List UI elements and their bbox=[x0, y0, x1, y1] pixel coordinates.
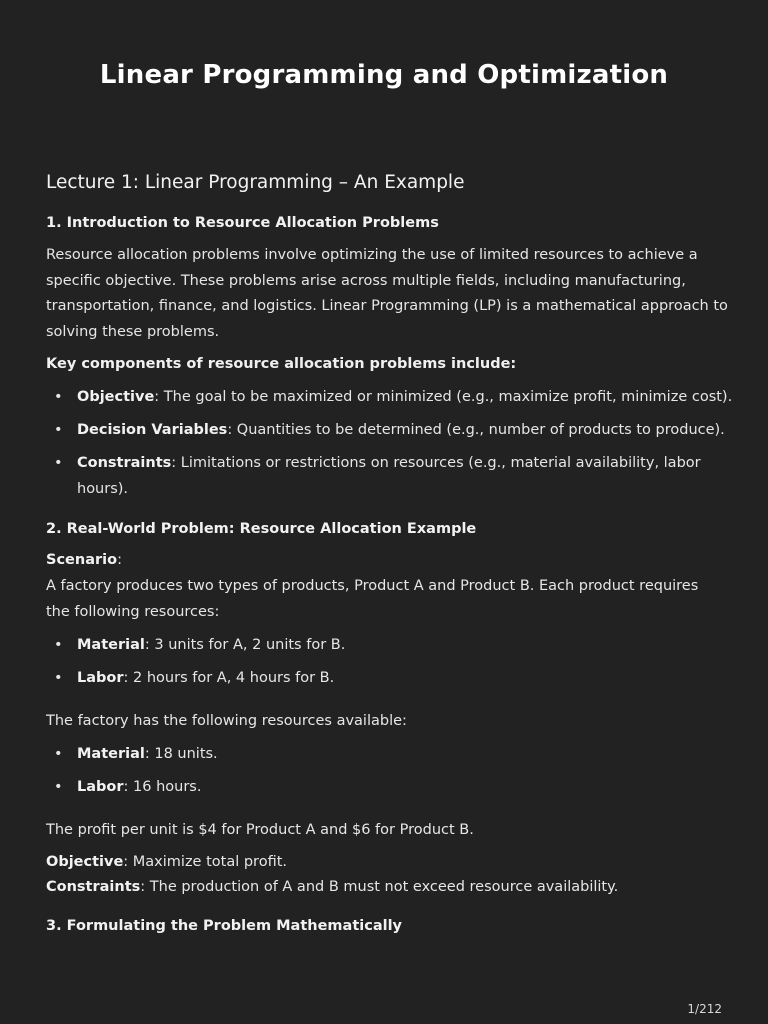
bullet-icon: • bbox=[54, 455, 63, 471]
profit-text: The profit per unit is $4 for Product A and $6 for Product B. bbox=[46, 822, 474, 838]
list-item-desc: : 3 units for A, 2 units for B. bbox=[144, 637, 346, 653]
section-3-heading: 3. Formulating the Problem Mathematically bbox=[46, 918, 403, 934]
scenario-label: Scenario bbox=[46, 552, 118, 568]
bullet-icon: • bbox=[54, 637, 63, 653]
list-item-labor-available bbox=[46, 775, 736, 801]
constraints-line bbox=[46, 879, 618, 895]
list-item-desc: : 2 hours for A, 4 hours for B. bbox=[123, 670, 335, 686]
list-item-material-available bbox=[46, 742, 736, 768]
list-item-term: Material bbox=[77, 637, 145, 653]
list-item-desc: : The goal to be maximized or minimized (e.g., maximize profit, minimize cost). bbox=[154, 389, 733, 405]
scenario-label-line bbox=[46, 552, 122, 568]
page-number: 1/212 bbox=[687, 1002, 722, 1016]
constraints-label: Constraints bbox=[46, 879, 141, 895]
list-item-labor-requirement bbox=[46, 666, 736, 692]
document-title: Linear Programming and Optimization bbox=[99, 60, 669, 90]
list-item-desc: : Limitations or restrictions on resources (e.g., material availability, labor hours). bbox=[77, 455, 701, 497]
objective-line bbox=[46, 854, 287, 870]
list-item-decision-variables bbox=[46, 418, 736, 444]
constraints-text: : The production of A and B must not exceed resource availability. bbox=[140, 879, 619, 895]
key-components-label: Key components of resource allocation problems include: bbox=[46, 356, 517, 372]
list-item-term: Decision Variables bbox=[77, 422, 228, 438]
list-item-term: Material bbox=[77, 746, 145, 762]
section-2-heading: 2. Real-World Problem: Resource Allocation Example bbox=[46, 521, 477, 537]
objective-label: Objective bbox=[46, 854, 124, 870]
lecture-title: Lecture 1: Linear Programming – An Example bbox=[46, 172, 465, 193]
list-item-material-requirement bbox=[46, 633, 736, 659]
list-item-term: Constraints bbox=[77, 455, 172, 471]
list-item-desc: : 18 units. bbox=[144, 746, 218, 762]
bullet-icon: • bbox=[54, 422, 63, 438]
list-item-desc: : 16 hours. bbox=[123, 779, 202, 795]
list-item-term: Labor bbox=[77, 779, 124, 795]
bullet-icon: • bbox=[54, 389, 63, 405]
section-1-heading: 1. Introduction to Resource Allocation Problems bbox=[46, 215, 439, 231]
bullet-icon: • bbox=[54, 746, 63, 762]
list-item-objective bbox=[46, 385, 736, 411]
objective-text: : Maximize total profit. bbox=[123, 854, 288, 870]
list-item-term: Labor bbox=[77, 670, 124, 686]
scenario-colon: : bbox=[117, 552, 122, 568]
scenario-text: A factory produces two types of products, Product A and Product B. Each product requires the following resources: bbox=[46, 578, 699, 620]
bullet-icon: • bbox=[54, 670, 63, 686]
bullet-icon: • bbox=[54, 779, 63, 795]
list-item-desc: : Quantities to be determined (e.g., number of products to produce). bbox=[227, 422, 725, 438]
section-1-paragraph: Resource allocation problems involve optimizing the use of limited resources to achieve a specific objective. These problems arise across multiple fields, including manufacturing, transportation, finance, and logistics. Linear Programming (LP) is a mathematical approach to solving these problems. bbox=[46, 247, 728, 340]
list-item-term: Objective bbox=[77, 389, 155, 405]
available-intro: The factory has the following resources available: bbox=[46, 713, 407, 729]
list-item-constraints bbox=[46, 451, 706, 502]
